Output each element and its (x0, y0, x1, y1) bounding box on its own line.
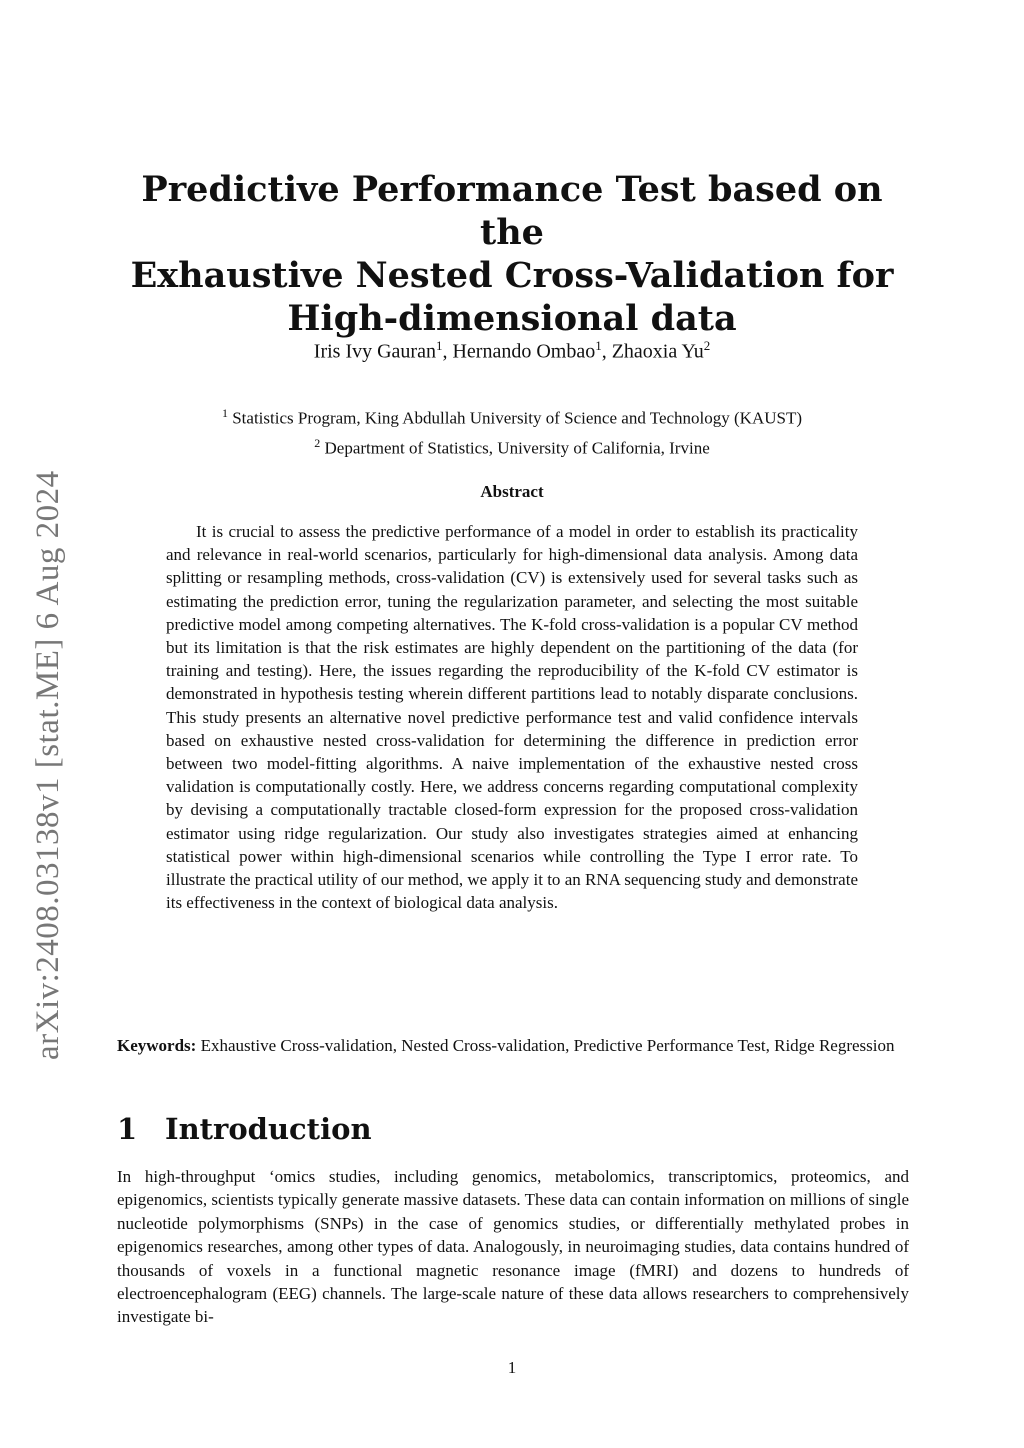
affiliations (110, 401, 914, 460)
author-separator: , (442, 340, 453, 363)
title-line: High-dimensional data (287, 298, 737, 339)
author-list (110, 338, 914, 364)
affiliation-mark: 1 (221, 406, 228, 420)
page-number: 1 (507, 1358, 517, 1377)
affiliation-line (110, 431, 914, 461)
paper-title (110, 168, 914, 340)
abstract-text: It is crucial to assess the predictive performance of a model in order to establish its practicality and relevance in real-world scenarios, particularly for high-dimensional data analysis. Among data splitting or resampling methods, cross-validation (CV) is extensively used for several tasks such as estimating the prediction error, tuning the regularization parameter, and selecting the most suitable predictive model among competing alternatives. The K-fold cross-validation is a popular CV method but its limitation is that the risk estimates are highly dependent on the partitioning of the data (for training and testing). Here, the issues regarding the reproducibility of the K-fold CV estimator is demonstrated in hypothesis testing wherein different partitions lead to notably disparate conclusions. This study presents an alternative novel predictive performance test and valid confidence intervals based on exhaustive nested cross-validation for determining the difference in prediction error between two model-fitting algorithms. A naive implementation of the exhaustive nested cross validation is computationally costly. Here, we address concerns regarding computational complexity by devising a computationally tractable closed-form expression for the proposed cross-validation estimator using ridge regularization. Our study also investigates strategies aimed at enhancing statistical power within high-dimensional scenarios while controlling the Type I error rate. To illustrate the practical utility of our method, we apply it to an RNA sequencing study and demonstrate its effectiveness in the context of biological data analysis. (166, 522, 858, 913)
author-separator: , (601, 340, 612, 363)
abstract-heading: Abstract (480, 482, 544, 501)
affiliation-line (110, 401, 914, 431)
affiliation-text: Statistics Program, King Abdullah University of Science and Technology (KAUST) (227, 408, 803, 428)
author-name: Zhaoxia Yu (611, 340, 704, 363)
section-heading (117, 1112, 372, 1146)
arxiv-identifier-stamp: arXiv:2408.03138v1 [stat.ME] 6 Aug 2024 (30, 470, 66, 1060)
section-number: 1 (117, 1112, 138, 1146)
author-affiliation-mark: 1 (435, 338, 443, 353)
keywords (117, 1034, 909, 1058)
author-affiliation-mark: 1 (595, 338, 602, 353)
title-line: Exhaustive Nested Cross-Validation for (130, 255, 894, 296)
affiliation-text: Department of Statistics, University of California, Irvine (320, 438, 710, 458)
keywords-label: Keywords: (117, 1036, 197, 1055)
author-name: Iris Ivy Gauran (313, 340, 436, 363)
section-title: Introduction (165, 1112, 372, 1146)
keywords-text: Exhaustive Cross-validation, Nested Cross-validation, Predictive Performance Test, Ridge Regression (196, 1036, 895, 1055)
affiliation-mark: 2 (314, 435, 321, 450)
title-line: Predictive Performance Test based on the (141, 169, 883, 253)
introduction-paragraph: In high-throughput ‘omics studies, including genomics, metabolomics, transcriptomics, proteomics, and epigenomics, scientists typically generate massive datasets. These data can contain information on millions of single nucleotide polymorphisms (SNPs) in the case of genomics studies, or differentially methylated probes in epigenomics researches, among other types of data. Analogously, in neuroimaging studies, data contains hundred of thousands of voxels in a functional magnetic resonance image (fMRI) and dozens to hundreds of electroencephalogram (EEG) channels. The large-scale nature of these data allows researchers to comprehensively investigate bi- (117, 1167, 909, 1327)
author-name: Hernando Ombao (452, 340, 596, 363)
author-affiliation-mark: 2 (703, 338, 711, 353)
